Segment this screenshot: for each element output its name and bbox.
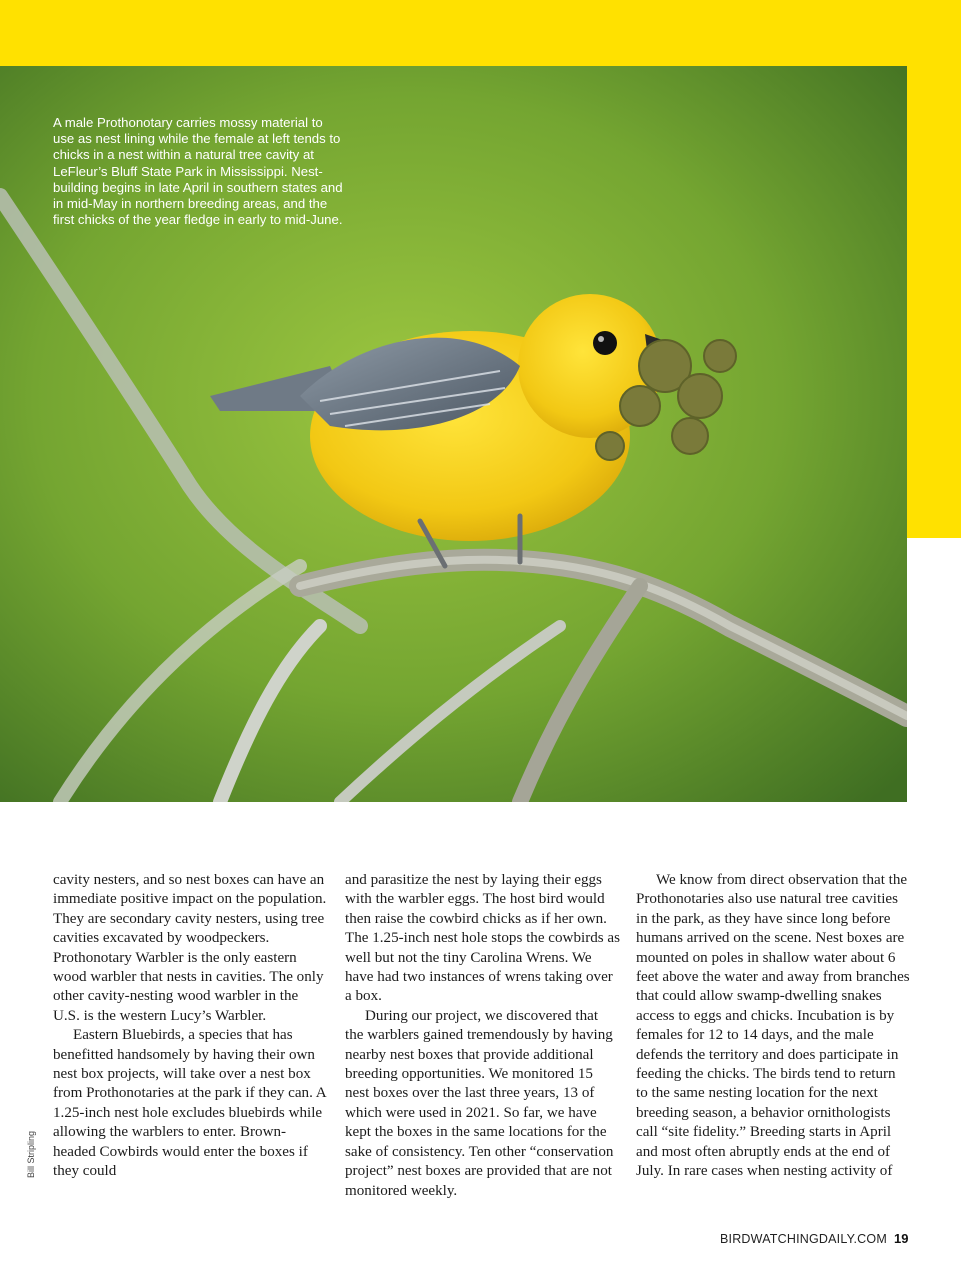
column-1-paragraph-2: Eastern Bluebirds, a species that has benefitted handsomely by having their own nest box projects, will take over a nest box from Prothonotaries at the park if they can. A 1.25-inch nest hole excludes bluebirds while allowing the warblers to enter. Brown-headed Cowbirds would enter the boxes if they could bbox=[53, 1027, 326, 1180]
footer-site-url: BIRDWATCHINGDAILY.COM bbox=[720, 1232, 887, 1246]
column-2-paragraph-1: and parasitize the nest by laying their eggs with the warbler eggs. The host bird would then raise the cowbird chicks as if her own. The 1.25-inch nest hole stops the cowbirds as well but not the tiny Carolina Wrens. We have had two instances of wrens taking over a box. bbox=[345, 872, 620, 1005]
column-2-paragraph-2: During our project, we discovered that the warblers gained tremendously by having nearby nest boxes that provide additional breeding opportunities. We monitored 15 nest boxes over the last three years, 13 of which were used in 2021. So far, we have kept the boxes in the same locations for the sake of consistency. Ten other “conservation project” nest boxes are provided that are not monitored weekly. bbox=[345, 1007, 614, 1199]
column-1-paragraph-1: cavity nesters, and so nest boxes can have an immediate positive impact on the population. They are secondary cavity nesters, using tree cavities excavated by woodpeckers. Prothonotary Warbler is the only eastern wood warbler that nests in cavities. The only other cavity-nesting wood warbler in the U.S. is the western Lucy’s Warbler. bbox=[53, 872, 327, 1024]
side-yellow-tab bbox=[907, 66, 961, 538]
article-column-3 bbox=[636, 871, 911, 1182]
photo-caption: A male Prothonotary carries mossy material to use as nest lining while the female at left tends to chicks in a nest within a natural tree cavity at LeFleur’s Bluff State Park in Mississippi. Nest-building begins in late April in southern states and in mid-May in northern breeding areas, and the first chicks of the year fledge in early to mid-June. bbox=[53, 115, 343, 228]
top-yellow-band bbox=[0, 0, 961, 66]
article-column-1 bbox=[53, 871, 328, 1182]
photo-credit: Bill Stripling bbox=[26, 1130, 36, 1178]
column-3-paragraph-1: We know from direct observation that the Prothonotaries also use natural tree cavities in the park, as they have since long before humans arrived on the scene. Nest boxes are mounted on poles in shallow water about 6 feet above the water and away from branches that could allow swamp-dwelling snakes access to eggs and chicks. Incubation is by females for 12 to 14 days, and the male defends the territory and does participate in feeding the chicks. The birds tend to return to the same nesting location for the next breeding season, a behavior ornithologists call “site fidelity.” Breeding starts in April and most often abruptly ends at the end of July. In rare cases when nesting activity of bbox=[636, 872, 910, 1180]
page-number: 19 bbox=[894, 1231, 909, 1246]
article-column-2 bbox=[345, 871, 620, 1201]
